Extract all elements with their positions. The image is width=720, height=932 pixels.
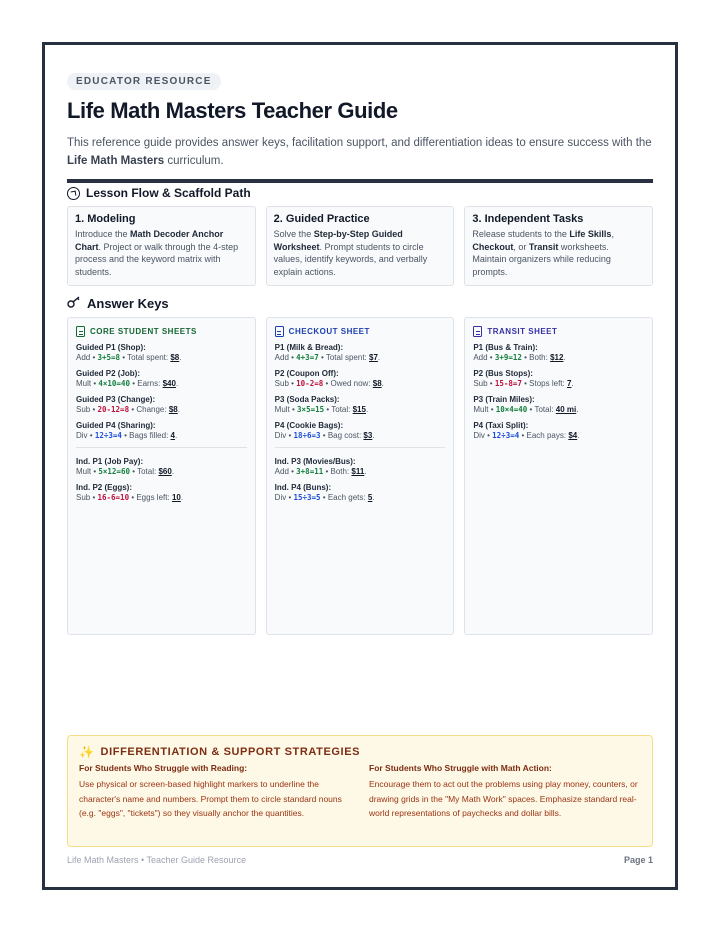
equation: 3+8=11	[296, 467, 324, 476]
equation: 16-6=10	[97, 493, 130, 502]
answer-value: $60	[158, 467, 172, 476]
reading-strategy: For Students Who Struggle with Reading: Use physical or screen-based highlight markers to underline the character's name and numbers. Prompt them to circle standard nouns (e.g. "eggs", "tickets") so they visually anchor the quantities.	[79, 763, 342, 818]
step-card	[67, 206, 256, 286]
answer-value: $40	[162, 379, 176, 388]
equation: 4×10=40	[98, 379, 130, 388]
page-frame	[42, 42, 678, 890]
answer-keys-heading: Answer Keys	[67, 296, 653, 311]
answer-item: Guided P4 (Sharing): Div • 12÷3=4 • Bags filled: 4.	[76, 421, 178, 440]
page-footer	[67, 855, 653, 865]
answer-value: $3	[363, 431, 373, 440]
answer-key-card	[266, 317, 455, 635]
step-title: 3. Independent Tasks	[472, 213, 584, 225]
answer-item: Ind. P3 (Movies/Bus): Add • 3+8=11 • Both: $11.	[274, 457, 367, 476]
lesson-steps	[67, 206, 653, 286]
answer-value: $7	[369, 353, 378, 362]
math-strategy: For Students Who Struggle with Math Action: Encourage them to act out the problems using play money, counters, or drawing grids in the "My Math Work" spaces. Emphasize standard real-world representations of paychecks and dollar bills.	[369, 763, 638, 818]
step-title: 1. Modeling	[75, 213, 136, 225]
lesson-flow-heading: Lesson Flow & Scaffold Path	[67, 186, 653, 200]
answer-item: P3 (Soda Packs): Mult • 3×5=15 • Total: $15.	[274, 395, 369, 414]
title-rule	[67, 179, 653, 183]
document-icon	[275, 326, 284, 337]
key-icon	[67, 296, 81, 311]
answer-item: P3 (Train Miles): Mult • 10×4=40 • Total: 40 mi.	[473, 395, 579, 414]
equation: 10-2=8	[296, 379, 324, 388]
answer-value: 7	[566, 379, 572, 388]
step-body: Solve the Step-by-Step Guided Worksheet. Prompt students to circle values, identify keywords, and verbally explain actions.	[273, 229, 428, 277]
document-icon	[473, 326, 482, 337]
equation: 3+5=8	[97, 353, 121, 362]
answer-value: $15	[352, 405, 366, 414]
answer-value: $12	[550, 353, 564, 362]
answer-value: $8	[168, 405, 178, 414]
answer-value: $11	[351, 467, 365, 476]
answer-value: $8	[170, 353, 180, 362]
resource-badge: EDUCATOR RESOURCE	[67, 73, 221, 90]
answer-key-cards	[67, 317, 653, 635]
differentiation-box	[67, 735, 653, 847]
step-card	[464, 206, 653, 286]
card-divider	[275, 447, 446, 448]
answer-value: $8	[372, 379, 382, 388]
equation: 18÷6=3	[293, 431, 321, 440]
equation: 5×12=60	[98, 467, 130, 476]
equation: 20-12=8	[97, 405, 130, 414]
sparkle-icon: ✨	[79, 745, 95, 759]
step-card	[266, 206, 455, 286]
equation: 15÷3=5	[293, 493, 321, 502]
answer-item: Ind. P1 (Job Pay): Mult • 5×12=60 • Total: $60.	[76, 457, 175, 476]
step-body: Introduce the Math Decoder Anchor Chart. Project or walk through the 4-step process and the keyword matrix with students.	[75, 229, 239, 277]
answer-value: 40 mi	[555, 405, 577, 414]
answer-item: Guided P3 (Change): Sub • 20-12=8 • Change: $8.	[76, 395, 180, 414]
answer-item: P4 (Cookie Bags): Div • 18÷6=3 • Bag cost: $3.	[274, 421, 375, 440]
equation: 3×5=15	[297, 405, 325, 414]
differentiation-heading: ✨ DIFFERENTIATION & SUPPORT STRATEGIES	[79, 745, 361, 759]
equation: 15-8=7	[494, 379, 522, 388]
answer-item: P1 (Milk & Bread): Add • 4+3=7 • Total spent: $7.	[274, 343, 381, 362]
card-heading: CORE STUDENT SHEETS	[76, 326, 247, 337]
page-number: Page 1	[623, 855, 653, 865]
equation: 4+3=7	[296, 353, 319, 362]
answer-item: P2 (Bus Stops): Sub • 15-8=7 • Stops left: 7.	[473, 369, 574, 388]
equation: 12÷3=4	[94, 431, 122, 440]
answer-value: 5	[367, 493, 373, 502]
equation: 10×4=40	[495, 405, 528, 414]
content	[67, 71, 653, 635]
equation: 3+9=12	[494, 353, 522, 362]
answer-key-card	[67, 317, 256, 635]
footer-label: Life Math Masters • Teacher Guide Resource	[67, 855, 247, 865]
answer-item: Guided P2 (Job): Mult • 4×10=40 • Earns: $40.	[76, 369, 179, 388]
compass-icon	[67, 187, 80, 200]
answer-value: $4	[568, 431, 578, 440]
answer-item: P2 (Coupon Off): Sub • 10-2=8 • Owed now: $8.	[274, 369, 384, 388]
document-icon	[76, 326, 85, 337]
card-divider	[76, 447, 247, 448]
card-heading: CHECKOUT SHEET	[275, 326, 446, 337]
card-heading: TRANSIT SHEET	[473, 326, 644, 337]
step-body: Release students to the Life Skills, Checkout, or Transit worksheets. Maintain organizers while reducing prompts.	[472, 229, 614, 277]
intro-paragraph: This reference guide provides answer keys, facilitation support, and differentiation ideas to ensure success with the Life Math Masters curriculum.	[67, 137, 652, 167]
strategy-columns	[79, 763, 641, 821]
equation: 12÷3=4	[492, 431, 520, 440]
answer-value: 10	[171, 493, 181, 502]
answer-key-card	[464, 317, 653, 635]
step-title: 2. Guided Practice	[273, 213, 370, 225]
answer-item: Ind. P4 (Buns): Div • 15÷3=5 • Each gets: 5.	[274, 483, 375, 502]
answer-item: P1 (Bus & Train): Add • 3+9=12 • Both: $12.	[473, 343, 566, 362]
answer-item: P4 (Taxi Split): Div • 12÷3=4 • Each pays: $4.	[473, 421, 580, 440]
page-title: Life Math Masters Teacher Guide	[67, 98, 398, 123]
answer-item: Guided P1 (Shop): Add • 3+5=8 • Total spent: $8.	[76, 343, 182, 362]
answer-value: 4	[170, 431, 175, 440]
answer-item: Ind. P2 (Eggs): Sub • 16-6=10 • Eggs left: 10.	[76, 483, 184, 502]
